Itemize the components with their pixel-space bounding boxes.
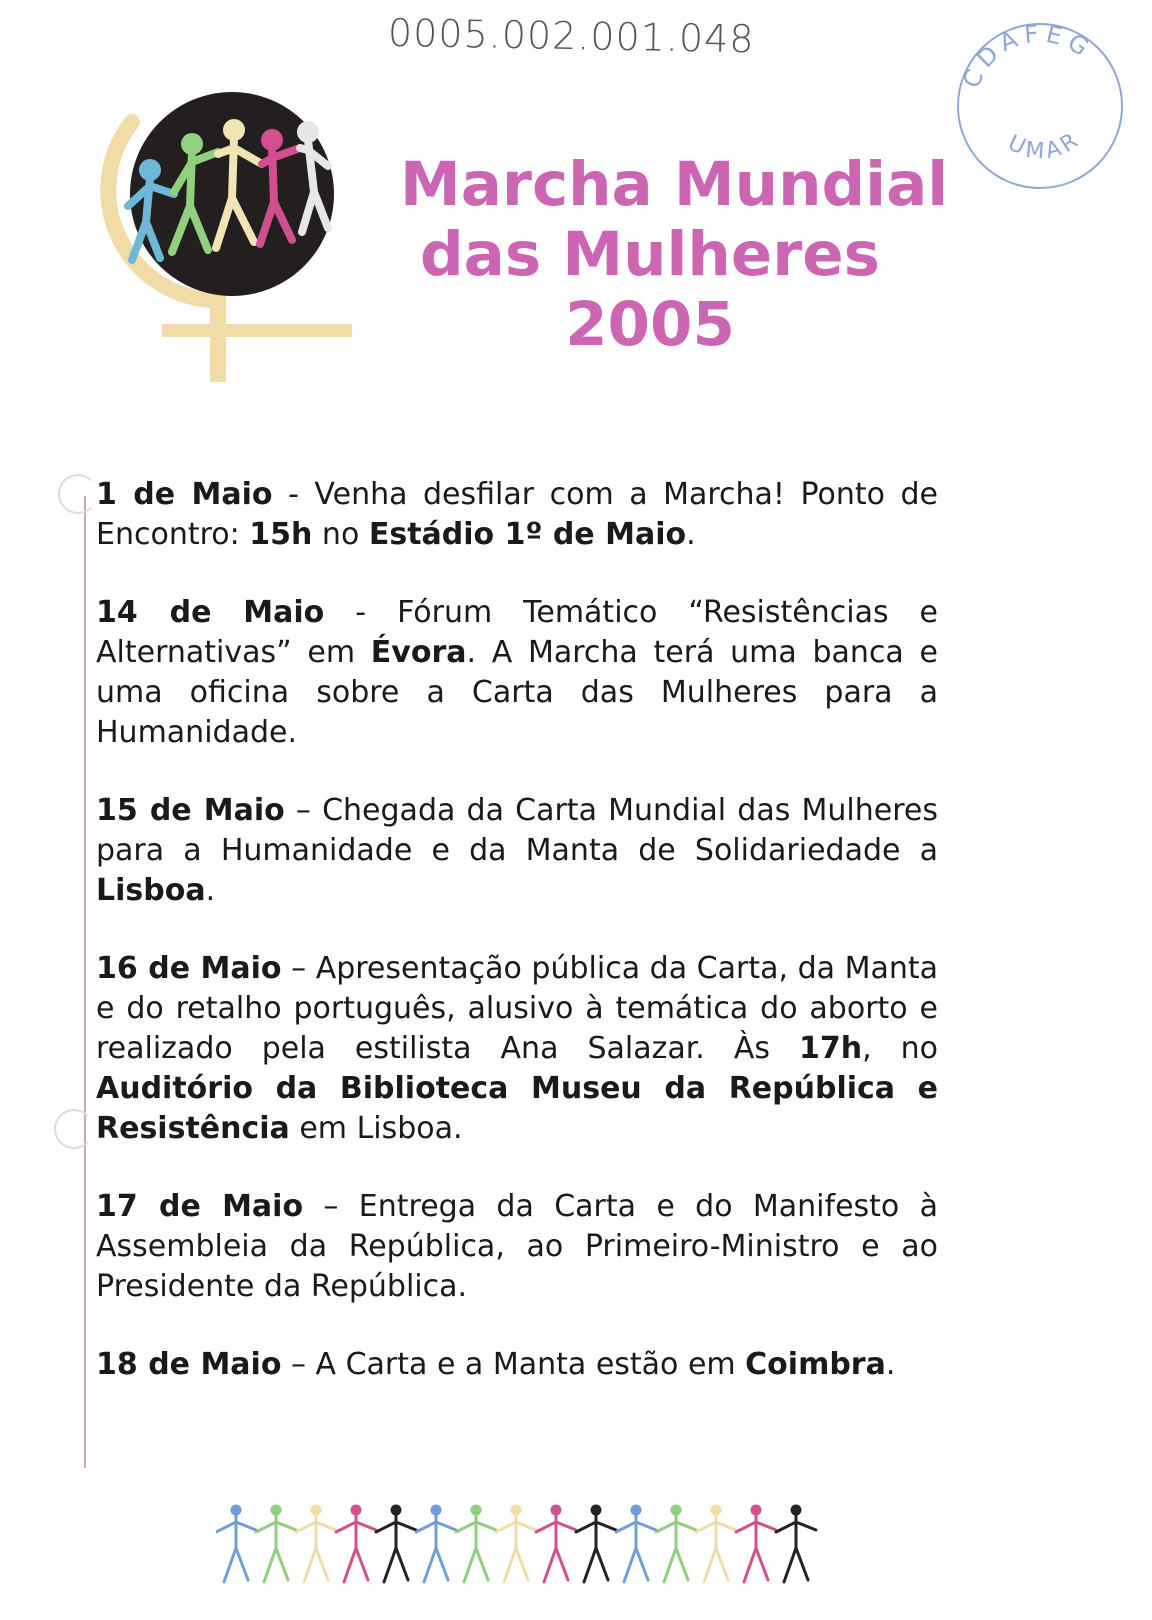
event-highlight: 17h — [798, 1031, 863, 1066]
event-list — [96, 475, 938, 1423]
title-line-2: das Mulheres — [420, 219, 880, 290]
title-line-1: Marcha Mundial — [400, 149, 949, 220]
event-text: Entrega da Carta e do Manifesto à Assembleia da República, ao Primeiro-Ministro e ao Presidente da República. — [96, 1189, 939, 1304]
event-item — [96, 949, 938, 1149]
event-text: , no — [862, 1031, 938, 1066]
event-highlight: Estádio 1º de Maio — [368, 517, 687, 552]
event-highlight: Lisboa — [96, 873, 206, 908]
event-separator: – — [281, 951, 316, 986]
event-text: . — [686, 517, 696, 552]
stamp-bottom-text: UMAR — [1003, 126, 1086, 165]
svg-text:CDAFEG — [957, 19, 1099, 92]
event-text: . — [885, 1347, 896, 1382]
event-date: 18 de Maio — [96, 1347, 282, 1382]
globe-venus-symbol-figures-icon — [92, 82, 352, 392]
event-separator: – — [281, 1347, 316, 1382]
binder-ring-top — [58, 474, 98, 514]
event-text: . A Marcha terá uma banca e uma oficina sobre a Carta das Mulheres para a Humanidade. — [96, 635, 938, 750]
event-date: 14 de Maio — [96, 595, 325, 630]
event-text: Venha desfilar com a Marcha! Ponto de Encontro: — [96, 477, 938, 552]
event-text: A Carta e a Manta estão em — [315, 1347, 746, 1382]
event-date: 16 de Maio — [96, 951, 282, 986]
binder-ring-middle — [54, 1109, 94, 1149]
event-separator: – — [284, 793, 323, 828]
event-item — [96, 791, 938, 911]
event-text: Fórum Temático “Resistências e Alternativas” em — [96, 595, 938, 670]
event-highlight: Coimbra — [745, 1347, 886, 1382]
event-highlight: Évora — [370, 635, 467, 670]
event-date: 17 de Maio — [96, 1189, 304, 1224]
svg-text:UMAR — [1004, 127, 1086, 165]
title-line-3: 2005 — [565, 289, 735, 360]
page-title — [400, 149, 949, 360]
event-text: no — [312, 517, 369, 552]
event-date: 1 de Maio — [96, 477, 273, 512]
event-highlight: 15h — [249, 517, 313, 552]
archive-code: 0005.002.001.048 — [387, 10, 755, 62]
stamp-top-text: CDAFEG — [957, 19, 1099, 93]
event-highlight: Auditório da Biblioteca Museu da República e Resistência — [96, 1071, 938, 1146]
event-item — [96, 1345, 938, 1385]
event-separator: – — [303, 1189, 359, 1224]
event-date: 15 de Maio — [96, 793, 285, 828]
event-separator: - — [324, 595, 398, 630]
event-separator: - — [272, 477, 315, 512]
event-item — [96, 1187, 938, 1307]
event-text: em Lisboa. — [289, 1111, 463, 1146]
event-text: Chegada da Carta Mundial das Mulheres para a Humanidade e da Manta de Solidariedade a — [96, 793, 938, 868]
archive-stamp — [948, 14, 1133, 199]
dancing-figures-row-icon — [216, 1500, 828, 1590]
event-item — [96, 475, 938, 555]
event-text: . — [205, 873, 216, 908]
event-text: Apresentação pública da Carta, da Manta e do retalho português, alusivo à temática do aborto e realizado pela estilista Ana Salazar. Às — [96, 951, 939, 1066]
timeline-line — [84, 496, 86, 1468]
event-item — [96, 593, 938, 753]
